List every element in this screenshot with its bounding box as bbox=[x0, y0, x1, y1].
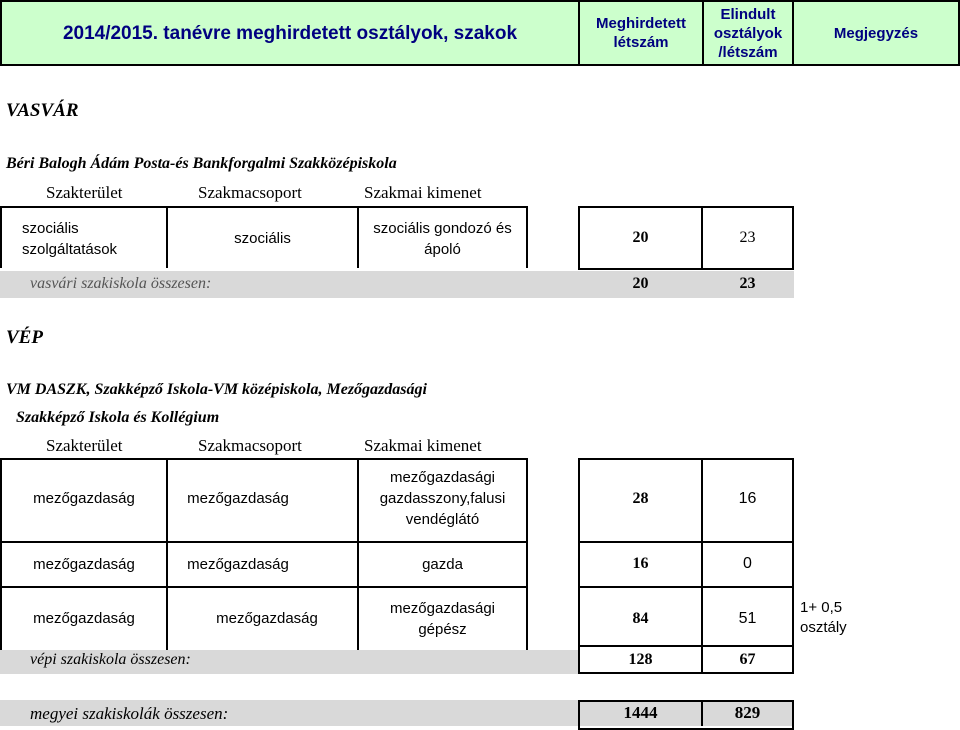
vep-row3-group: mezőgazdaság bbox=[216, 610, 318, 627]
town-heading-vasvar: VASVÁR bbox=[6, 100, 79, 121]
vep-row1-started: 16 bbox=[738, 490, 757, 507]
vep-row3-area: mezőgazdaság bbox=[33, 610, 135, 627]
vep-divider-3 bbox=[526, 458, 528, 650]
vep-row3-outcome: mezőgazdasági gépész bbox=[389, 600, 496, 638]
vep-row1-area: mezőgazdaság bbox=[33, 490, 135, 507]
town-heading-vep: VÉP bbox=[6, 327, 43, 348]
vep-row2-announced: 16 bbox=[632, 555, 649, 572]
vep-row-line-2 bbox=[0, 541, 528, 543]
vep-total-label: vépi szakiskola összesen: bbox=[30, 651, 191, 668]
col-group-header-vep: Szakmacsoport bbox=[198, 436, 302, 455]
vasvar-outcome-cell: szociális gondozó és ápoló bbox=[373, 220, 512, 258]
vep-number-row-line-3 bbox=[578, 586, 794, 588]
vep-number-row-line-2 bbox=[578, 541, 794, 543]
col-area-header-vasvar: Szakterület bbox=[46, 183, 123, 202]
col-outcome-header-vasvar: Szakmai kimenet bbox=[364, 183, 482, 202]
col-started-header: Elindult osztályok /létszám bbox=[713, 5, 783, 61]
county-total-announced: 1444 bbox=[623, 703, 658, 722]
vep-total-announced: 128 bbox=[628, 651, 653, 668]
vasvar-divider-3 bbox=[526, 206, 528, 268]
col-announced-header: Meghirdetett létszám bbox=[596, 15, 686, 51]
vep-row1-announced: 28 bbox=[632, 490, 649, 507]
school-name-vep-line2: Szakképző Iskola és Kollégium bbox=[16, 409, 220, 426]
school-name-vasvar: Béri Balogh Ádám Posta-és Bankforgalmi Szakközépiskola bbox=[6, 155, 397, 172]
vep-number-row-line-4 bbox=[578, 645, 794, 647]
vep-row3-note: 1+ 0,5 osztály bbox=[800, 599, 847, 636]
vasvar-total-label: vasvári szakiskola összesen: bbox=[30, 275, 212, 292]
vep-row1-outcome: mezőgazdasági gazdasszony,falusi vendéglátó bbox=[379, 469, 506, 528]
vep-row1-group: mezőgazdaság bbox=[187, 490, 289, 507]
vasvar-row-top-line bbox=[0, 206, 528, 208]
col-group-header-vasvar: Szakmacsoport bbox=[198, 183, 302, 202]
vep-row2-area: mezőgazdaság bbox=[33, 556, 135, 573]
vep-row3-announced: 84 bbox=[632, 610, 649, 627]
header-title-cell bbox=[0, 0, 578, 66]
header-started-cell bbox=[702, 0, 794, 66]
col-note-header: Megjegyzés bbox=[833, 24, 919, 42]
vep-row2-group: mezőgazdaság bbox=[187, 556, 289, 573]
county-total-started: 829 bbox=[734, 703, 761, 722]
vasvar-total-announced: 20 bbox=[632, 275, 649, 292]
vasvar-area-cell: szociális szolgáltatások bbox=[22, 220, 118, 258]
vasvar-left-line bbox=[0, 206, 2, 268]
vasvar-announced-value: 20 bbox=[632, 229, 649, 246]
vep-row2-outcome: gazda bbox=[422, 556, 463, 573]
school-name-vep-line1: VM DASZK, Szakképző Iskola-VM középiskola, Mezőgazdasági bbox=[6, 381, 427, 398]
vep-row2-started: 0 bbox=[743, 555, 752, 572]
header-announced-cell bbox=[578, 0, 704, 66]
col-outcome-header-vep: Szakmai kimenet bbox=[364, 436, 482, 455]
vep-row-top-line bbox=[0, 458, 528, 460]
header-note-cell bbox=[792, 0, 960, 66]
col-area-header-vep: Szakterület bbox=[46, 436, 123, 455]
vep-total-started: 67 bbox=[739, 651, 756, 668]
vep-row-line-3 bbox=[0, 586, 528, 588]
vasvar-total-started: 23 bbox=[739, 275, 756, 292]
vasvar-group-cell: szociális bbox=[234, 230, 291, 247]
vep-row3-started: 51 bbox=[738, 610, 757, 627]
county-total-label: megyei szakiskolák összesen: bbox=[30, 704, 229, 723]
page-title: 2014/2015. tanévre meghirdetett osztályok, szakok bbox=[62, 22, 518, 44]
vasvar-started-value: 23 bbox=[739, 229, 756, 246]
